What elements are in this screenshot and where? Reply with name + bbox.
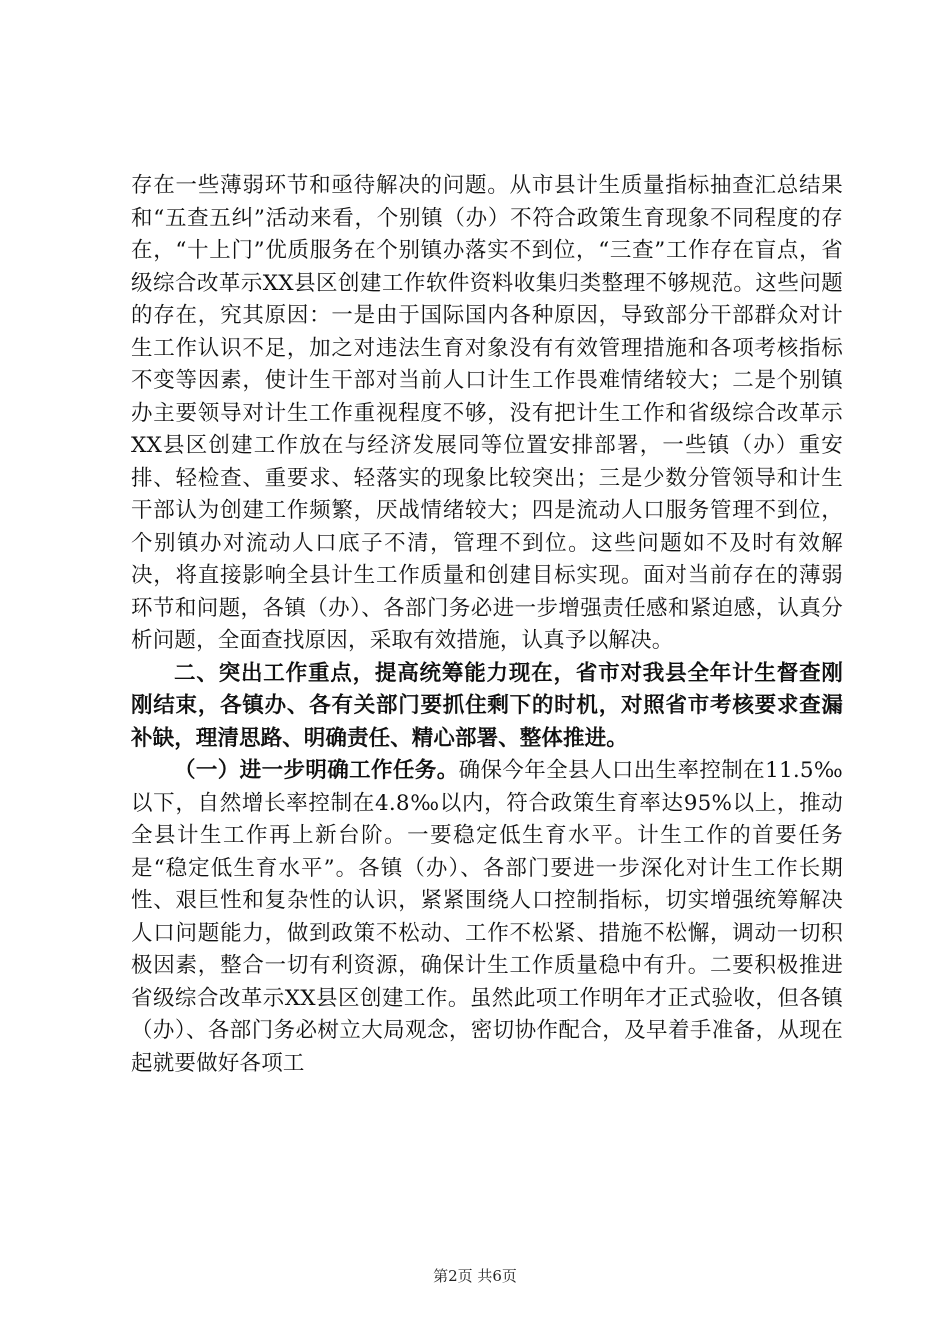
page-number-footer: 第2页 共6页 <box>433 1267 517 1285</box>
section-heading-two: 二、突出工作重点，提高统筹能力现在，省市对我县全年计生督查刚刚结束，各镇办、各有关部门要抓住剩下的时机，对照省市考核要求查漏补缺，理清思路、明确责任、精心部署、整体推进。 <box>131 660 843 751</box>
document-body <box>131 170 843 1080</box>
paragraph-tasks <box>131 755 843 1080</box>
subsection-lead: （一）进一步明确工作任务。 <box>174 758 459 783</box>
paragraph-problems: 存在一些薄弱环节和亟待解决的问题。从市县计生质量指标抽查汇总结果和“五查五纠”活动来看，个别镇（办）不符合政策生育现象不同程度的存在，“十上门”优质服务在个别镇办落实不到位，“三查”工作存在盲点，省级综合改革示XX县区创建工作软件资料收集归类整理不够规范。这些问题的存在，究其原因：一是由于国际国内各种原因，导致部分干部群众对计生工作认识不足，加之对违法生育对象没有有效管理措施和各项考核指标不变等因素，使计生干部对当前人口计生工作畏难情绪较大；二是个别镇办主要领导对计生工作重视程度不够，没有把计生工作和省级综合改革示XX县区创建工作放在与经济发展同等位置安排部署，一些镇（办）重安排、轻检查、重要求、轻落实的现象比较突出；三是少数分管领导和计生干部认为创建工作频繁，厌战情绪较大；四是流动人口服务管理不到位，个别镇办对流动人口底子不清，管理不到位。这些问题如不及时有效解决，将直接影响全县计生工作质量和创建目标实现。面对当前存在的薄弱环节和问题，各镇（办）、各部门务必进一步增强责任感和紧迫感，认真分析问题，全面查找原因，采取有效措施，认真予以解决。 <box>131 173 843 653</box>
paragraph-tasks-text: 确保今年全县人口出生率控制在11.5‰以下，自然增长率控制在4.8‰以内，符合政策生育率达95%以上，推动全县计生工作再上新台阶。一要稳定低生育水平。计生工作的首要任务是“稳定低生育水平”。各镇（办）、各部门要进一步深化对计生工作长期性、艰巨性和复杂性的认识，紧紧围绕人口控制指标，切实增强统筹解决人口问题能力，做到政策不松动、工作不松紧、措施不松懈，调动一切积极因素，整合一切有利资源，确保计生工作质量稳中有升。二要积极推进省级综合改革示XX县区创建工作。虽然此项工作明年才正式验收，但各镇（办）、各部门务必树立大局观念，密切协作配合，及早着手准备，从现在起就要做好各项工 <box>131 758 843 1076</box>
